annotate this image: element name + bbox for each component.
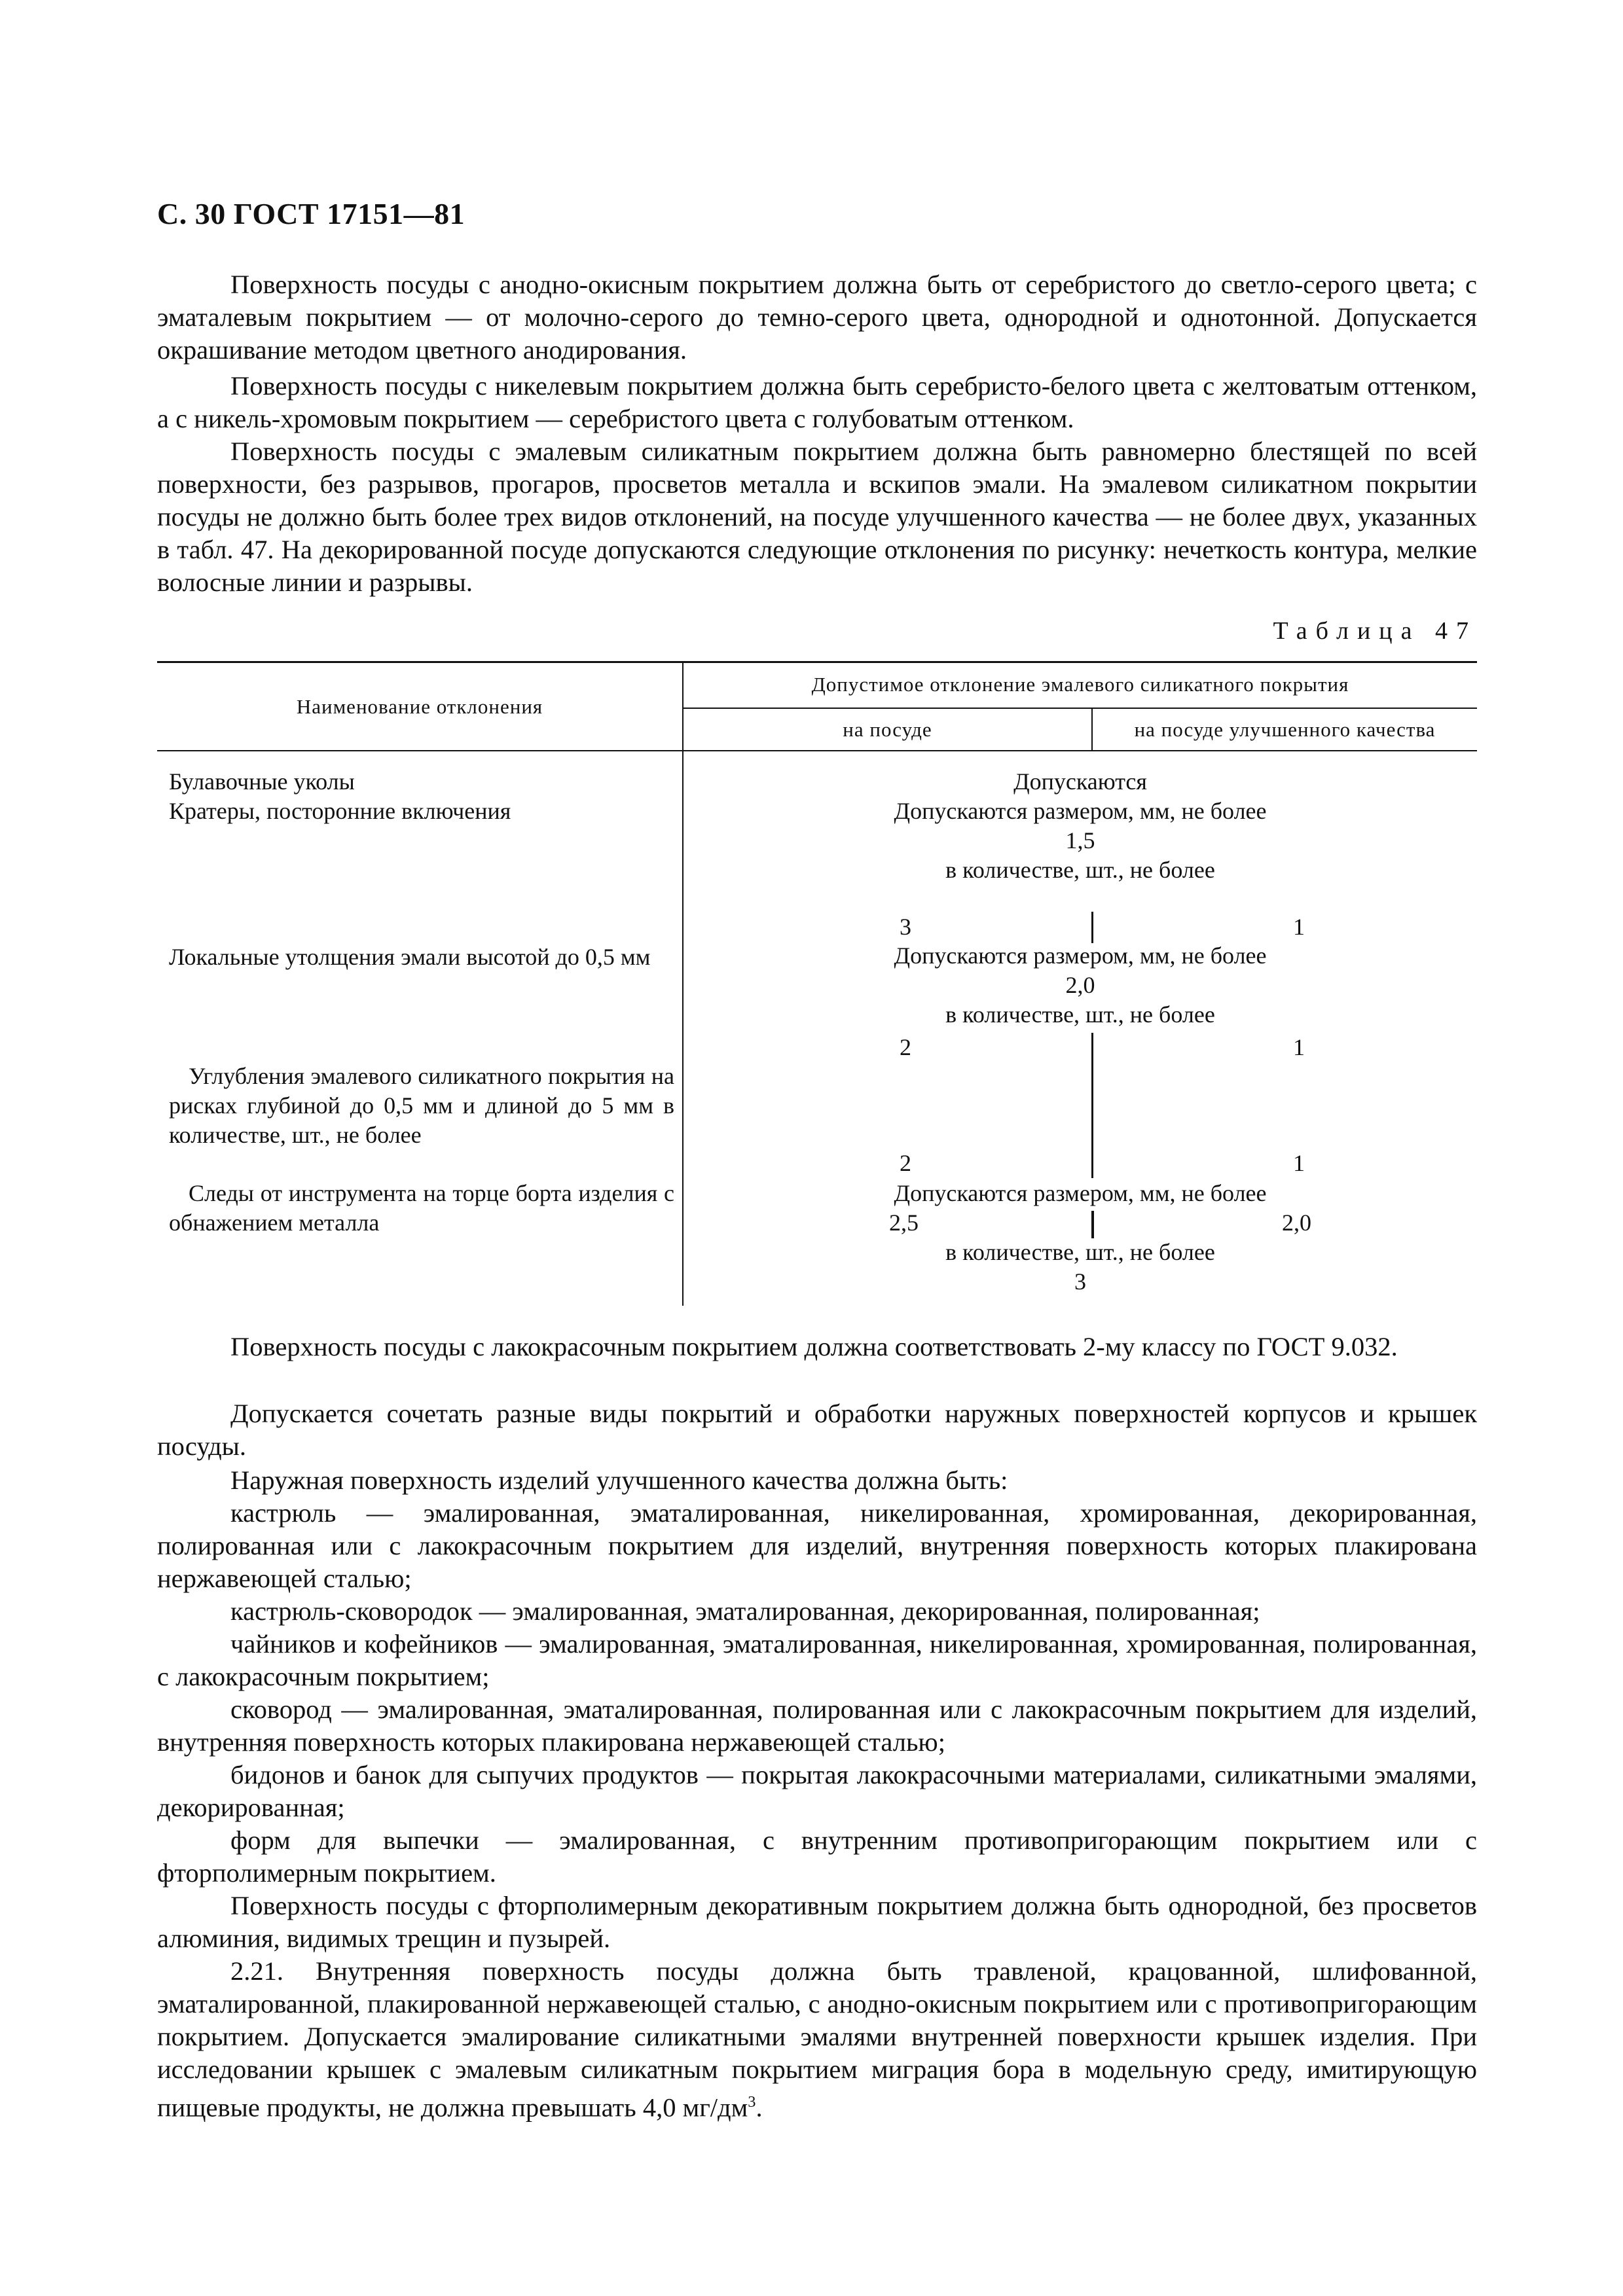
row-recesses-label: Углубления эмалевого силикатного покрытия на рисках глубиной до 0,5 мм и длиной до 5 мм в количестве, шт., не более <box>169 1063 674 1148</box>
table-body-divider-3 <box>1091 1211 1094 1238</box>
row-thickening-count-regular: 2 <box>900 1034 911 1060</box>
clause-2-21 <box>157 1955 1477 2125</box>
row-thickening-count-improved: 1 <box>1293 1034 1305 1060</box>
row-craters-count-text: в количестве, шт., не более <box>945 857 1215 883</box>
paragraph-anodic: Поверхность посуды с анодно-окисным покрытием должна быть от серебристого до светло-серого цвета; с эматалевым покрытием — от молочно-серого до темно-серого цвета, однородной и однотонной. Допускается окрашивание методом цветного анодирования. <box>157 270 1477 365</box>
paragraph-fluoropolymer: Поверхность посуды с фторполимерным декоративным покрытием должна быть однородной, без просветов алюминия, видимых трещин и пузырей. <box>157 1891 1477 1953</box>
clause-2-21-text: 2.21. Внутренняя поверхность посуды должна быть травленой, крацованной, шлифованной, эматалированной, плакированной нержавеющей сталью, с анодно-окисным покрытием или с противопригорающим покрытием. Допускается эмалирование силикатными эмалями внутренней поверхности крышек изделия. При исследовании крышек с эмалевым силикатным покрытием миграция бора в модельную среду, имитирующую пищевые продукты, не должна превышать 4,0 мг/дм <box>157 1956 1477 2123</box>
row-thickening-label: Локальные утолщения эмали высотой до 0,5 мм <box>169 944 651 970</box>
row-thickening-count-text: в количестве, шт., не более <box>945 1001 1215 1028</box>
row-craters-count-improved: 1 <box>1293 914 1305 940</box>
paragraph-pot-pans: кастрюль-сковородок — эмалированная, эматалированная, декорированная, полированная; <box>230 1596 1260 1626</box>
paragraph-enamel: Поверхность посуды с эмалевым силикатным покрытием должна быть равномерно блестящей по всей поверхности, без разрывов, прогаров, просветов металла и вскипов эмали. На эмалевом силикатном покрытии посуды не должно быть более трех видов отклонений, на посуде улучшенного качества — не более двух, указанных в табл. 47. На декорированной посуде допускаются следующие отклонения по рисунку: нечеткость контура, мелкие волосные линии и разрывы. <box>157 437 1477 597</box>
row-tool-marks-size-improved: 2,0 <box>1282 1210 1311 1236</box>
column-header-deviation-name: Наименование отклонения <box>296 695 543 718</box>
table-body-divider-1 <box>1091 912 1093 943</box>
paragraph-frying-pans: сковород — эмалированная, эматалированная, полированная или с лакокрасочным покрытием для изделий, внутренняя поверхность которых плакирована нержавеющей сталью; <box>157 1695 1477 1757</box>
row-tool-marks-label: Следы от инструмента на торце борта изделия с обнажением металла <box>169 1180 674 1236</box>
page-header: С. 30 ГОСТ 17151—81 <box>157 197 465 230</box>
row-tool-marks-count: 3 <box>1074 1268 1086 1295</box>
paragraph-canisters: бидонов и банок для сыпучих продуктов — покрытая лакокрасочными материалами, силикатными эмалями, декорированная; <box>157 1760 1477 1822</box>
row-recesses-count-improved: 1 <box>1293 1150 1305 1176</box>
row-pin-pricks-value: Допускаются <box>1013 768 1147 795</box>
row-craters-count-regular: 3 <box>900 914 911 940</box>
table-caption: Таблица 47 <box>1273 617 1477 645</box>
row-recesses-count-regular: 2 <box>900 1150 911 1176</box>
paragraph-lacquer: Поверхность посуды с лакокрасочным покрытием должна соответствовать 2-му классу по ГОСТ 9.032. <box>230 1332 1398 1361</box>
clause-2-21-superscript: 3 <box>748 2093 756 2111</box>
row-tool-marks-size-regular: 2,5 <box>889 1210 919 1236</box>
table-body-divider-2 <box>1091 1033 1093 1178</box>
subheader-regular: на посуде <box>843 718 932 741</box>
row-tool-marks-count-text: в количестве, шт., не более <box>945 1239 1215 1265</box>
row-thickening-size: 2,0 <box>1065 972 1095 998</box>
paragraph-baking-forms: форм для выпечки — эмалированная, с внутренним противопригорающим покрытием или с фторполимерным покрытием. <box>157 1825 1477 1888</box>
table-top-rule <box>157 661 1477 663</box>
paragraph-pots: кастрюль — эмалированная, эматалированная, никелированная, хромированная, декорированная, полированная или с лакокрасочным покрытием для изделий, внутренняя поверхность которых плакирована нержавеющей сталью; <box>157 1498 1477 1593</box>
row-craters-label: Кратеры, посторонние включения <box>169 798 511 824</box>
paragraph-nickel: Поверхность посуды с никелевым покрытием должна быть серебристо-белого цвета с желтоватым оттенком, а с никель-хромовым покрытием — серебристого цвета с голубоватым оттенком. <box>157 371 1477 433</box>
column-header-allowed-deviation: Допустимое отклонение эмалевого силикатного покрытия <box>811 673 1349 696</box>
table-header-mid-rule <box>683 708 1477 709</box>
row-pin-pricks-label: Булавочные уколы <box>169 768 355 795</box>
row-thickening-size-text: Допускаются размером, мм, не более <box>894 942 1267 969</box>
row-craters-size: 1,5 <box>1065 827 1095 853</box>
paragraph-outer-surface-intro: Наружная поверхность изделий улучшенного качества должна быть: <box>230 1465 1008 1495</box>
paragraph-combination: Допускается сочетать разные виды покрытий и обработки наружных поверхностей корпусов и крышек посуды. <box>157 1399 1477 1461</box>
paragraph-kettles: чайников и кофейников — эмалированная, эматалированная, никелированная, хромированная, полированная, с лакокрасочным покрытием; <box>157 1629 1477 1691</box>
table-header-bottom-rule <box>157 750 1477 751</box>
subheader-improved: на посуде улучшенного качества <box>1134 718 1436 741</box>
row-craters-size-text: Допускаются размером, мм, не более <box>894 798 1267 824</box>
clause-2-21-end: . <box>756 2092 763 2123</box>
row-tool-marks-size-text: Допускаются размером, мм, не более <box>894 1180 1267 1206</box>
